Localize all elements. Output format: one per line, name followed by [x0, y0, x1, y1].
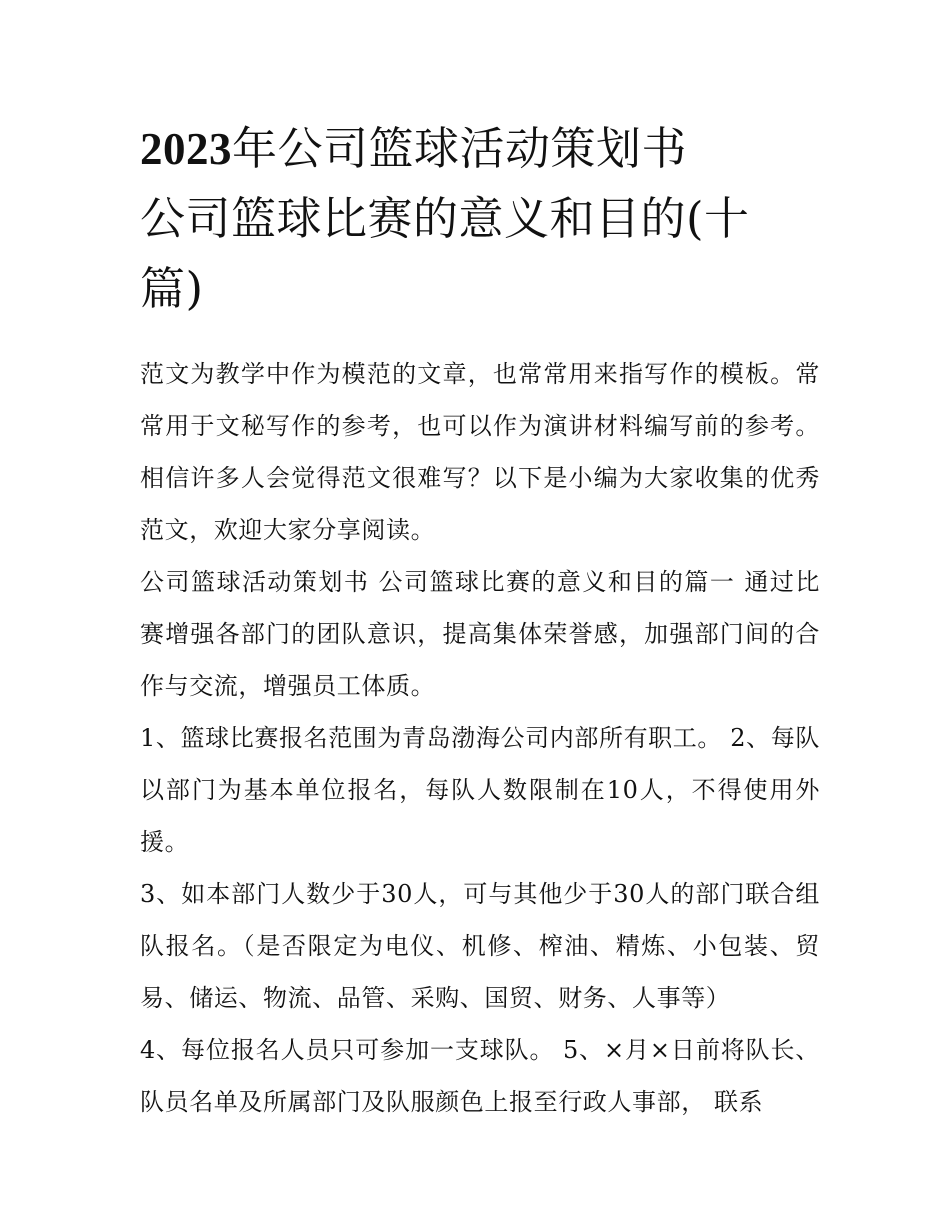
title-line-2: 公司篮球比赛的意义和目的(十 [140, 192, 750, 245]
title-line-1 [140, 114, 820, 184]
paragraph-rule-4-5: 4、每位报名人员只可参加一支球队。 5、×月×日前将队长、队员名单及所属部门及队服颜色上报至行政人事部， 联系 [140, 1036, 820, 1116]
title-line-1-text: 年公司篮球活动策划书 [232, 122, 688, 175]
paragraph-purpose: 公司篮球活动策划书 公司篮球比赛的意义和目的篇一 通过比赛增强各部门的团队意识，提高集体荣誉感，加强部门间的合作与交流，增强员工体质。 [140, 568, 820, 700]
title-year: 2023 [140, 124, 232, 174]
document-title [140, 114, 820, 324]
paragraph-rule-3: 3、如本部门人数少于30人，可与其他少于30人的部门联合组队报名。（是否限定为电仪、机修、榨油、精炼、小包装、贸易、储运、物流、品管、采购、国贸、财务、人事等） [140, 880, 820, 1012]
title-line-3: 篇) [140, 262, 204, 315]
paragraph-intro: 范文为教学中作为模范的文章，也常常用来指写作的模板。常常用于文秘写作的参考，也可以作为演讲材料编写前的参考。相信许多人会觉得范文很难写？以下是小编为大家收集的优秀范文，欢迎大家分享阅读。 [140, 360, 820, 544]
paragraph-rule-1-2: 1、篮球比赛报名范围为青岛渤海公司内部所有职工。 2、每队以部门为基本单位报名，每队人数限制在10人，不得使用外援。 [140, 724, 820, 856]
document-content [140, 114, 820, 1128]
